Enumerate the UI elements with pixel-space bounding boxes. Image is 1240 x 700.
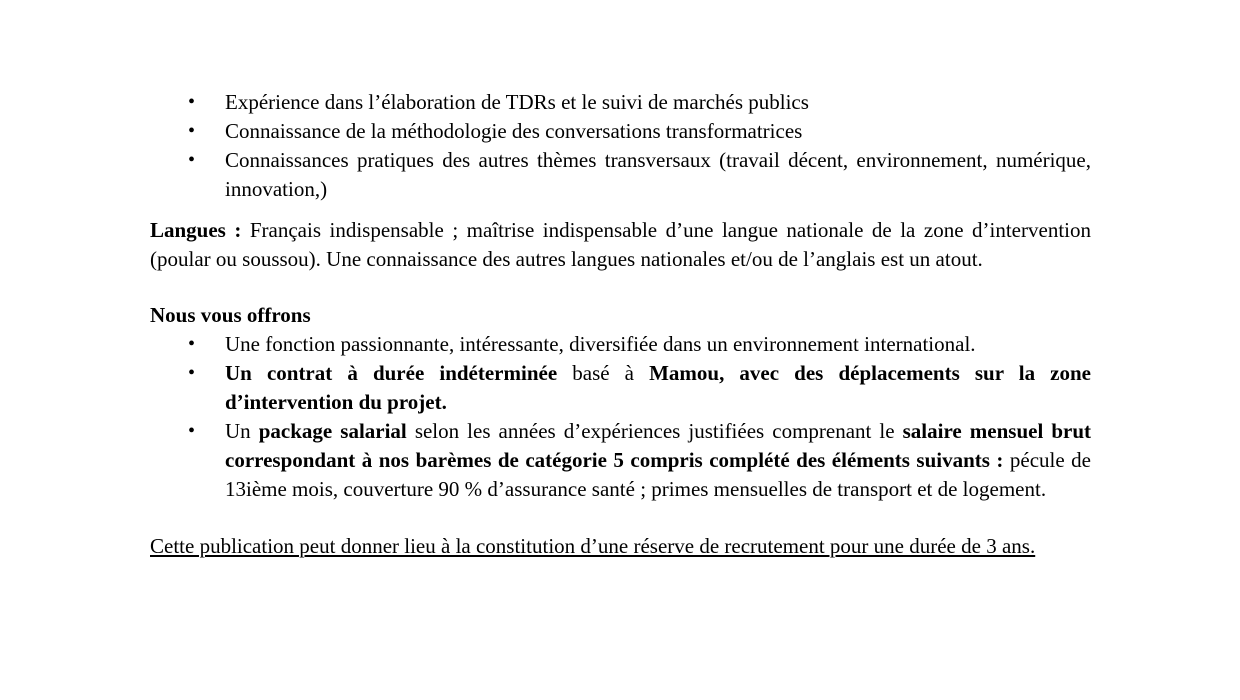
list-item-text: Connaissances pratiques des autres thèmes transversaux (travail décent, environnement, numérique, innovation,) <box>225 148 1091 201</box>
list-item-text: basé à <box>557 361 650 385</box>
list-item <box>150 417 1091 504</box>
bullet-icon: • <box>188 91 196 113</box>
list-item <box>150 359 1091 417</box>
list-item-text: Une fonction passionnante, intéressante, diversifiée dans un environnement international. <box>225 332 976 356</box>
bullet-icon: • <box>188 120 196 142</box>
offer-heading: Nous vous offrons <box>150 303 311 327</box>
bullet-icon: • <box>188 149 196 171</box>
bullet-icon: • <box>188 362 196 384</box>
list-item <box>150 117 1091 146</box>
languages-text: Français indispensable ; maîtrise indispensable d’une langue nationale de la zone d’intervention (poular ou soussou). Une connaissance des autres langues nationales et/ou de l’anglais est un atout. <box>150 218 1091 271</box>
document-page <box>150 88 1091 561</box>
languages-paragraph <box>150 216 1091 274</box>
salary-text: salaire mensuel brut correspondant à nos barèmes de catégorie 5 compris complété des éléments suivants : <box>225 419 1091 472</box>
list-item <box>150 88 1091 117</box>
offer-list <box>150 330 1091 504</box>
qualifications-list <box>150 88 1091 204</box>
languages-label: Langues : <box>150 218 242 242</box>
list-item-text: Un <box>225 419 259 443</box>
bullet-icon: • <box>188 420 196 442</box>
list-item <box>150 330 1091 359</box>
list-item-text: pécule de 13ième mois, couverture 90 % d’assurance santé ; primes mensuelles de transport et de logement. <box>225 448 1091 501</box>
list-item-text: selon les années d’expériences justifiées comprenant le <box>406 419 903 443</box>
reserve-note: Cette publication peut donner lieu à la constitution d’une réserve de recrutement pour une durée de 3 ans. <box>150 534 1036 558</box>
list-item <box>150 146 1091 204</box>
location-text: Mamou, avec des déplacements sur la zone d’intervention du projet. <box>225 361 1091 414</box>
bullet-icon: • <box>188 333 196 355</box>
contract-type: Un contrat à durée indéterminée <box>225 361 558 385</box>
list-item-text: Expérience dans l’élaboration de TDRs et le suivi de marchés publics <box>225 90 809 114</box>
list-item-text: Connaissance de la méthodologie des conversations transformatrices <box>225 119 803 143</box>
package-label: package salarial <box>258 419 407 443</box>
